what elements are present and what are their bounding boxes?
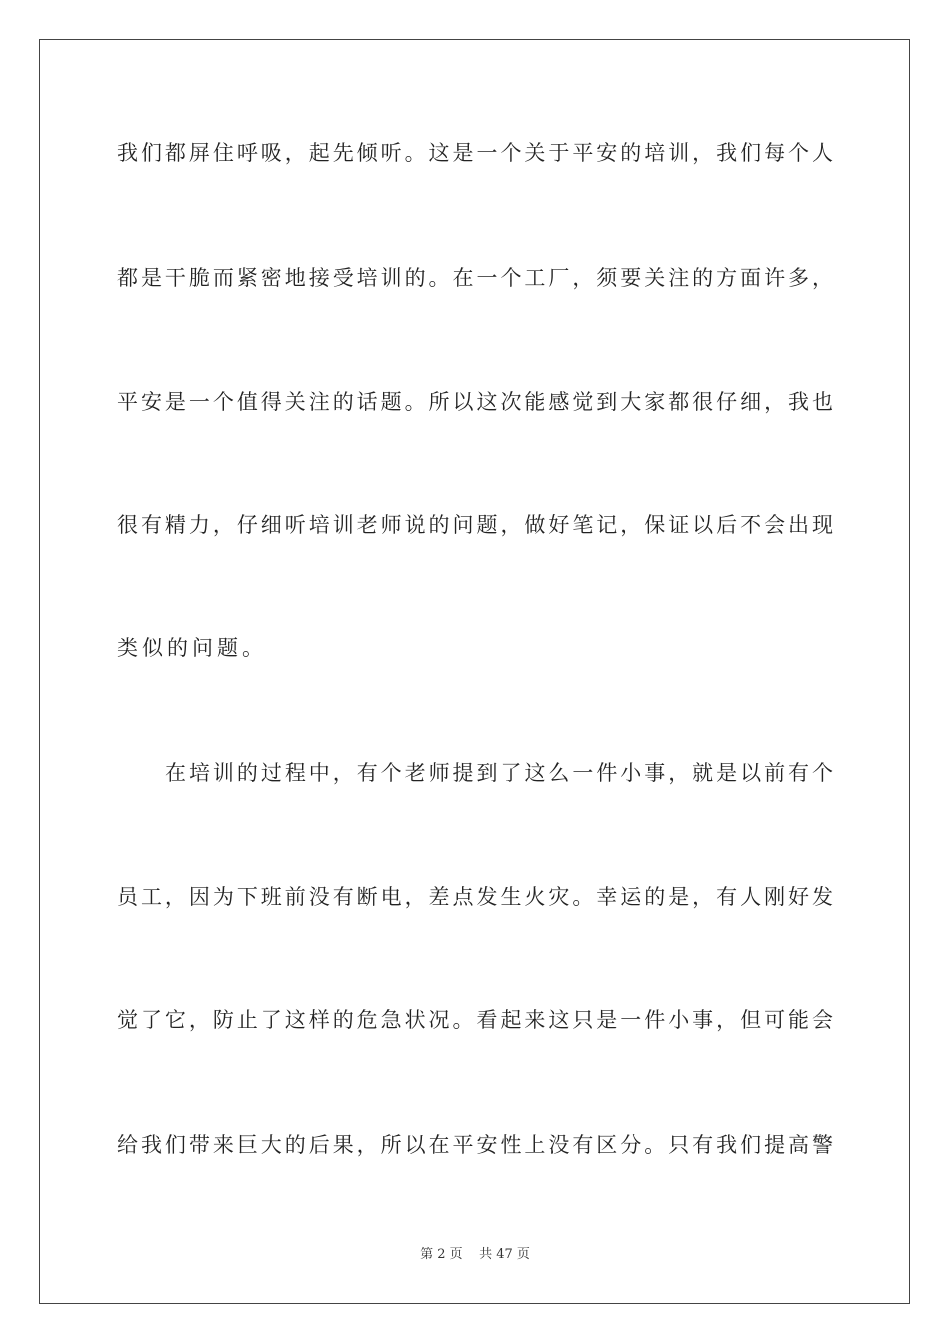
text-line-6: 在培训的过程中，有个老师提到了这么一件小事，就是以前有个 <box>165 761 833 785</box>
text-line-7: 员工，因为下班前没有断电，差点发生火灾。幸运的是，有人刚好发 <box>117 885 833 909</box>
text-line-8: 觉了它，防止了这样的危急状况。看起来这只是一件小事，但可能会 <box>117 1008 833 1032</box>
text-line-3: 平安是一个值得关注的话题。所以这次能感觉到大家都很仔细，我也 <box>117 390 833 414</box>
text-line-9: 给我们带来巨大的后果，所以在平安性上没有区分。只有我们提高警 <box>117 1133 833 1157</box>
text-line-2: 都是干脆而紧密地接受培训的。在一个工厂，须要关注的方面许多， <box>117 266 833 290</box>
text-line-5: 类似的问题。 <box>117 636 267 660</box>
page-border <box>39 39 910 1304</box>
text-line-1: 我们都屏住呼吸，起先倾听。这是一个关于平安的培训，我们每个人 <box>117 141 833 165</box>
page-footer: 第 2 页 共 47 页 <box>420 1247 530 1262</box>
text-line-4: 很有精力，仔细听培训老师说的问题，做好笔记，保证以后不会出现 <box>117 513 833 537</box>
